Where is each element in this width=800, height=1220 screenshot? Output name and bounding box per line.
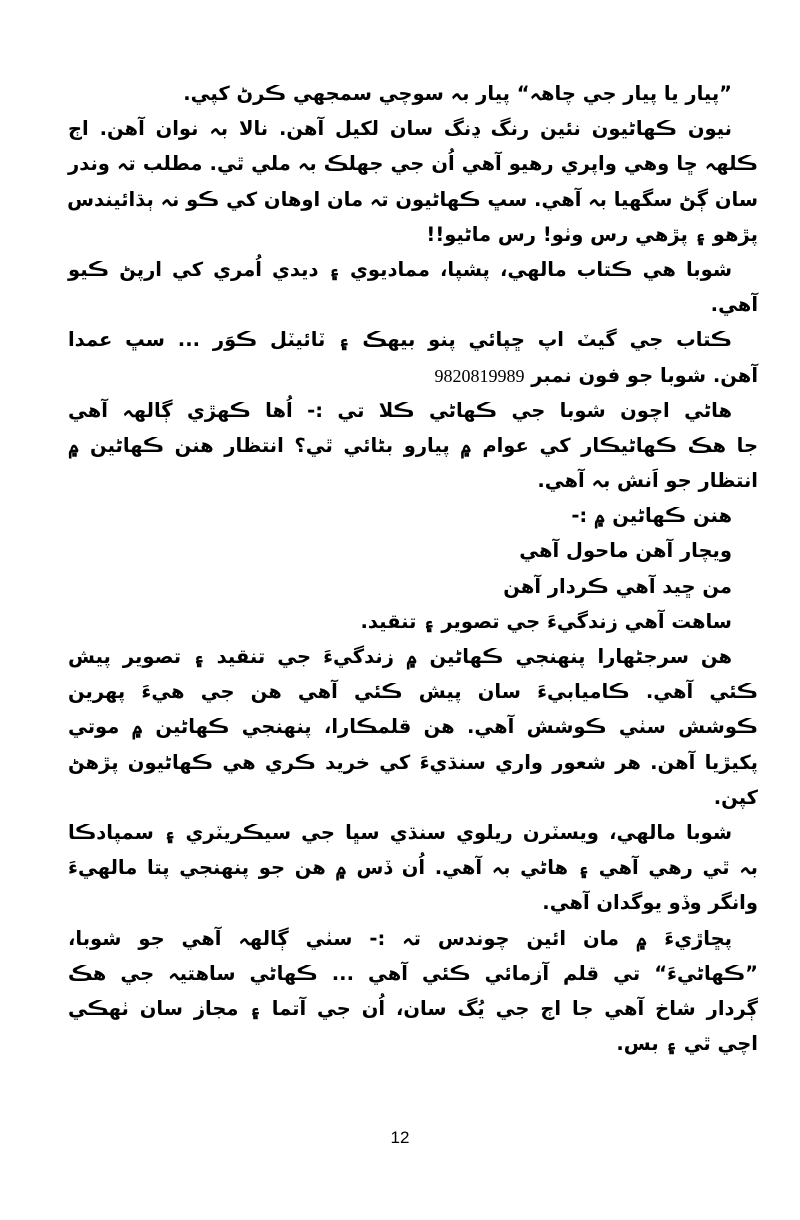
phone-number: 9820819989 — [434, 365, 525, 386]
text-line-15: من ڇيد آهي ڪردار آهن — [503, 574, 732, 598]
text-line-25: پڇاڙيءَ ۾ مان ائين چوندس تہ :- سٺي ڳالهہ آهي جو شوبا، — [68, 926, 732, 950]
text-line-27: ڳردار شاخ آهي جا اڄ جي يُگ سان، اُن جي آتما ۽ مجاز سان ٺهڪي — [68, 996, 758, 1020]
text-line-2: نيون ڪهاڻيون نئين رنگ ڍنگ سان لکيل آهن. نالا بہ نوان آهن. اڄ — [68, 117, 732, 141]
text-line-11: جا هڪ ڪهاڻيڪار کي عوام ۾ پيارو بڻائي ٿي؟ انتظار هنن ڪهاڻين ۾ — [68, 433, 758, 457]
text-line-4: سان ڳڻ سگهيا بہ آهي. سڀ ڪهاڻيون تہ مان اوهان کي ڪو نہ ٻڌائيندس — [67, 187, 758, 211]
text-line-16: ساهت آهي زندگيءَ جي تصوير ۽ تنقيد. — [360, 609, 732, 633]
text-line-13: هنن ڪهاڻين ۾ :- — [571, 504, 732, 528]
text-line-21: کپن. — [713, 785, 758, 809]
text-line-19: ڪوشش سٺي ڪوشش آهي. هن قلمڪارا، پنهنجي ڪهاڻين ۾ موتي — [68, 715, 758, 739]
text-line-5: پڙهو ۽ پڙهي رس وٺو! رس ماڻيو!! — [426, 222, 758, 246]
text-line-12: انتظار جو اَنش بہ آهي. — [537, 469, 758, 493]
page-number: 12 — [390, 1128, 410, 1147]
text-line-3: ڪلهہ ڇا وهي واپري رهيو آهي اُن جي جهلڪ بہ ملي ٿي. مطلب تہ وندر — [68, 152, 758, 176]
text-line-24: وانگر وڏو يوگدان آهي. — [542, 891, 758, 915]
text-line-18: ڪئي آهي. ڪاميابيءَ سان پيش ڪئي آهي هن جي هيءَ پهرين — [68, 680, 758, 704]
text-line-20: پکيڙيا آهن. هر شعور واري سنڌيءَ کي خريد ڪري هي ڪهاڻيون پڙهڻ — [68, 750, 758, 774]
text-line-10: هاڻي اچون شوبا جي ڪهاڻي ڪلا تي :- اُها ڪهڙي ڳالهہ آهي — [68, 398, 732, 422]
text-line-26: ”ڪهاڻيءَ“ تي قلم آزمائي ڪئي آهي ... ڪهاڻي ساهتيہ جي هڪ — [68, 961, 758, 985]
text-line-14: ويچار آهن ماحول آهي — [519, 539, 732, 563]
text-line-6: شوبا هي ڪتاب مالهي، پشپا، مماديوي ۽ ديدي اُمري کي ارپڻ ڪيو — [68, 257, 732, 281]
text-line-7: آهي. — [710, 293, 758, 317]
text-line-17: هن سرجڻهارا پنهنجي ڪهاڻين ۾ زندگيءَ جي تنقيد ۽ تصوير پيش — [68, 645, 732, 668]
text-line-28: اچي ٿي ۽ بس. — [616, 1032, 758, 1056]
page-body — [68, 76, 758, 1061]
text-line-1: ”پيار يا پيار جي چاهہ“ پيار بہ سوچي سمجهي ڪرڻ کپي. — [183, 82, 732, 105]
text-line-22: شوبا مالهي، ويسٽرن ريلوي سنڌي سڀا جي سيڪريٽري ۽ سمپادڪا — [68, 820, 732, 844]
text-line-8: ڪتاب جي گيٽ اپ ڇپائي پنو بيهڪ ۽ ٽائيٽل ڪوَر ... سڀ عمدا — [68, 328, 732, 352]
phone-label: آهن. شوبا جو فون نمبر — [531, 363, 758, 387]
text-line-9 — [68, 358, 758, 393]
text-line-23: بہ ٿي رهي آهي ۽ هاڻي بہ آهي. اُن ڏس ۾ هن جو پنهنجي پتا مالهيءَ — [68, 856, 758, 880]
